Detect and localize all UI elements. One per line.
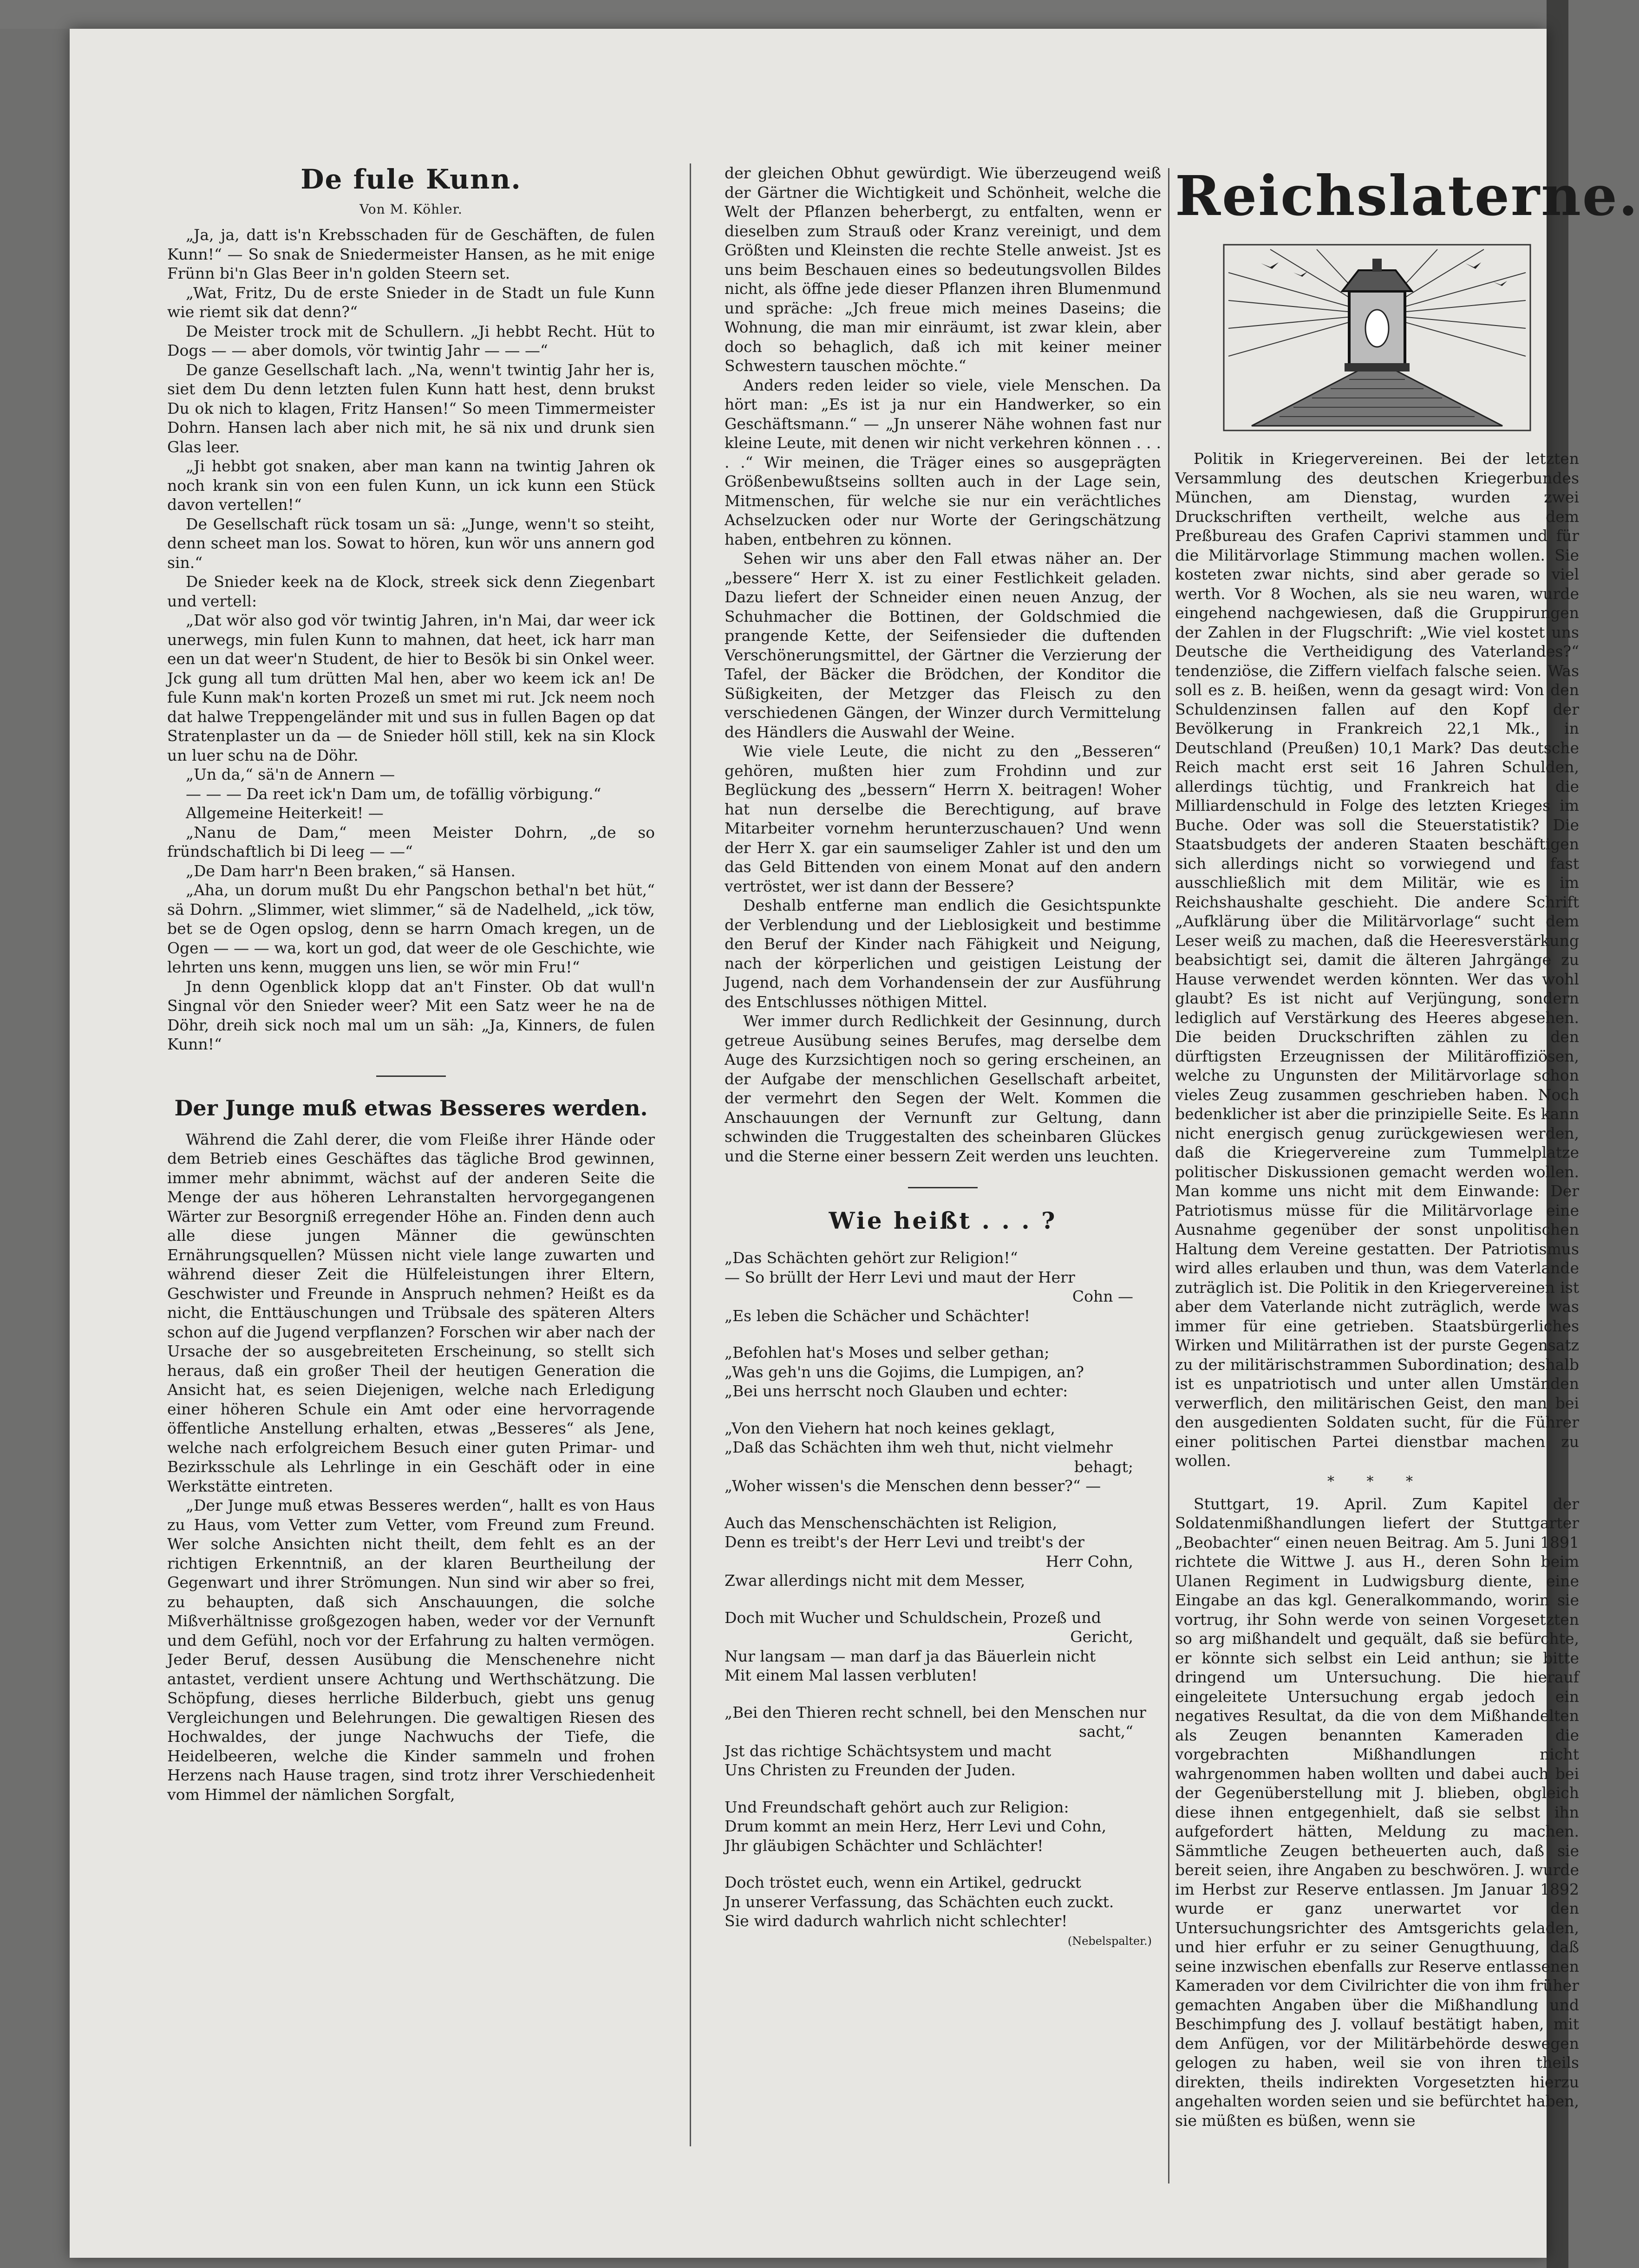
- poem-line: Cohn —: [1072, 1287, 1133, 1305]
- poem-line: — So brüllt der Herr Levi und maut der Herr: [725, 1268, 1075, 1286]
- poem-line: Jhr gläubigen Schächter und Schlächter!: [725, 1836, 1044, 1855]
- poem-line: Jst das richtige Schächtsystem und macht: [725, 1741, 1051, 1760]
- story-paragraph: — — — Da reet ick'n Dam um, de tofällig vörbigung.“: [186, 784, 601, 803]
- poem-line: „Von den Viehern hat noch keines geklagt,: [725, 1419, 1055, 1437]
- poem-line: „Befohlen hat's Moses und selber gethan;: [725, 1343, 1050, 1362]
- column-rule-right: [1168, 168, 1169, 2183]
- story-paragraph: „Aha, un dorum mußt Du ehr Pangschon bethal'n bet hüt,“ sä Dohrn. „Slimmer, wiet slimmer,“ sä de Nadelheld, „ick töw, bet se de Ogen opslog, denn se harrn Omach kregen, un de Ogen — — — wa, kort un god, dat weer de ole Geschichte, wie lehrten uns kenn, muggen uns lien, se wör min Fru!“: [167, 881, 655, 976]
- article-kriegervereine: Politik in Kriegervereinen. Bei der letzten Versammlung des deutschen Kriegerbundes München, am Dienstag, wurden zwei Druckschriften vertheilt, welche aus dem Preßbureau des Grafen Caprivi stammen und für die Militärvorlage Stimmung machen wollen. Sie kosteten zwar nichts, sind aber gerade so viel werth. Vor 8 Wochen, als sie neu waren, wurde eingehend nachgewiesen, daß die Gruppirungen der Zahlen in der Flugschrift: „Wie viel kostet uns Deutsche die Vertheidigung des Vaterlandes?“ tendenziöse, die Ziffern vielfach falsche seien. Was soll es z. B. heißen, wenn da gesagt wird: Von den Schuldenzinsen fallen auf den Kopf der Bevölkerung in Frankreich 22,1 Mk., in Deutschland (Preußen) 10,1 Mark? Das deutsche Reich macht erst seit 16 Jahren Schulden, allerdings tüchtig, und Frankreich hat die Milliardenschuld in Folge des letzten Krieges im Buche. Oder was soll die Steuerstatistik? Die Staatsbudgets der anderen Staaten beschäftigen sich allerdings nicht so vorwiegend und fast ausschließlich mit dem Militär, wie es im Reichshaushalte geschieht. Die andere Schrift „Aufklärung über die Militärvorlage“ sucht dem Leser weiß zu machen, daß die Heeresverstärkung beabsichtigt sei, damit die älteren Jahrgänge zu Hause verwendet werden könnten. Wer das wohl glaubt? Es ist nicht auf Verjüngung, sondern lediglich auf Verstärkung des Heeres abgesehen. Die beiden Druckschriften zählen zu den dürftigsten Erzeugnissen der Militäroffiziösen, welche zu Ungunsten der Militärvorlage schon vieles Zeug zusammen geschrieben haben. Noch bedenklicher ist aber die prinzipielle Seite. Es kann nicht energisch genug zurückgewiesen werden, daß die Kriegervereine zum Tummelplatze politischer Diskussionen gemacht werden wollen. Man komme uns nicht mit dem Einwande: Der Patriotismus müsse für die Militärvorlage eine Ausnahme gegenüber der sonst unpolitischen Haltung dem Vereine gestatten. Der Patriotismus wird alles erlauben und thun, was dem Vaterlande zuträglich ist. Die Politik in den Kriegervereinen ist aber dem Vaterlande nicht zuträglich, werde was immer für eine getrieben. Staatsbürgerliches Wirken und Militärrathen ist der purste Gegensatz zu der militärischstrammen Subordination; deshalb ist es unpatriotisch und unter allen Umständen verwerflich, den militärischen Geist, den man bei den ausgedienten Soldaten sucht, für die Führer einer politischen Partei dienstbar machen zu wollen.: [1175, 450, 1579, 1470]
- column-rule-left: [690, 163, 691, 2146]
- poem-line: Herr Cohn,: [1045, 1552, 1133, 1571]
- poem-line: Sie wird dadurch wahrlich nicht schlechter!: [725, 1912, 1068, 1930]
- story-paragraph: De Meister trock mit de Schullern. „Ji hebbt Recht. Hüt to Dogs — — aber domols, vör twintig Jahr — — —“: [167, 322, 655, 359]
- essay-paragraph: Während die Zahl derer, die vom Fleiße ihrer Hände oder dem Betrieb eines Geschäftes das tägliche Brod gewinnen, immer mehr abnimmt, wächst auf der anderen Seite die Menge der aus höheren Lehranstalten hervorgegangenen Wärter zur Besorgniß erregender Höhe an. Finden denn auch alle diese jungen Männer die gewünschten Ernährungsquellen? Müssen nicht viele lange zuwarten und während dieser Zeit die Hülfeleistungen ihrer Eltern, Geschwister und Freunde in Anspruch nehmen? Heißt es da nicht, die Enttäuschungen und Trübsale des späteren Alters schon auf die Jugend verpflanzen? Forschen wir aber nach der Ursache der so ausgebreiteten Erscheinung, so stellt sich heraus, daß ein großer Theil der heutigen Generation die Ansicht hat, es seien Diejenigen, welche nach Erledigung einer höheren Schule ein Amt oder eine hervorragende öffentliche Anstellung erhalten, etwas „Besseres“ als Jene, welche nach erfolgreichem Besuch einer guten Primar- und Bezirksschule als Lehrlinge in ein Geschäft oder in eine Werkstätte eintreten.: [167, 1130, 655, 1495]
- column-3: [1175, 163, 1639, 2130]
- poem-line: „Daß das Schächten ihm weh thut, nicht vielmehr: [725, 1438, 1113, 1456]
- newspaper-page: [70, 29, 1639, 2258]
- article-stuttgart: Stuttgart, 19. April. Zum Kapitel der Soldatenmißhandlungen liefert der Stuttgarter „Beobachter“ einen neuen Beitrag. Am 5. Juni 1891 richtete die Wittwe J. aus H., deren Sohn beim Ulanen Regiment in Ludwigsburg diente, eine Eingabe an das kgl. Generalkommando, worin sie vortrug, ihr Sohn werde von seinen Vorgesetzten so arg mißhandelt und gequält, daß sie befürchte, er könnte sich selbst ein Leid anthun; sie bitte dringend um Untersuchung. Die hierauf eingeleitete Untersuchung ergab jedoch ein negatives Resultat, da die von dem Mißhandelten als Zeugen benannten Kameraden die vorgebrachten Mißhandlungen nicht wahrgenommen haben wollten und dabei auch bei der Gegenüberstellung mit J. blieben, obgleich diese ihnen entgegenhielt, daß sie selbst ihn aufgefordert hätten, Meldung zu machen. Sämmtliche Zeugen betheuerten auch, daß sie bereit seien, ihre Angaben zu beschwören. J. wurde im Herbst zur Reserve entlassen. Jm Januar 1892 wurde er ganz unerwartet vor den Untersuchungsrichter des Amtsgerichts geladen, und hier erfuhr er zu seiner Genugthuung, daß seine inzwischen ebenfalls zur Reserve entlassenen Kameraden vor dem Civilrichter die von ihm früher gemachten Angaben über die Mißhandlung und Beschimpfung des J. vollauf bestätigt haben, mit dem Anfügen, vor der Militärbehörde deswegen gelogen zu haben, weil sie von ihren theils direkten, theils indirekten Vorgesetzten hierzu angehalten worden seien und sie befürchtet haben, sie müßten es büßen, wenn sie: [1175, 1494, 1579, 2130]
- story-paragraph: „Ji hebbt got snaken, aber man kann na twintig Jahren ok noch krank sin von een fulen Kunn, un ick kunn een Stück davon vertellen!“: [167, 457, 655, 514]
- poem-line: Doch tröstet euch, wenn ein Artikel, gedruckt: [725, 1873, 1082, 1891]
- poem-line: „Woher wissen's die Menschen denn besser?“ —: [725, 1477, 1101, 1495]
- story-body: [167, 225, 655, 1054]
- story-paragraph: De Gesellschaft rück tosam un sä: „Junge, wenn't so steiht, denn scheet man los. Sowat to hören, kun wör uns annern god sin.“: [167, 515, 655, 572]
- poem-line: Mit einem Mal lassen verbluten!: [725, 1666, 978, 1684]
- column-1: [167, 163, 655, 1804]
- reichslaterne-masthead: Reichslaterne.: [1175, 163, 1639, 228]
- poem-line: Denn es treibt's der Herr Levi und treibt's der: [725, 1533, 1084, 1551]
- scan-top-edge: [0, 0, 1568, 29]
- poem-line: „Was geh'n uns die Gojims, die Lumpigen, an?: [725, 1362, 1084, 1381]
- story-paragraph: „Nanu de Dam,“ meen Meister Dohrn, „de so fründschaftlich bi Di leeg — —“: [167, 823, 655, 860]
- poem-line: Nur langsam — man darf ja das Bäuerlein nicht: [725, 1647, 1096, 1665]
- column-2: [725, 163, 1161, 1948]
- poem-line: Zwar allerdings nicht mit dem Messer,: [725, 1571, 1025, 1590]
- essay-title: Der Junge muß etwas Besseres werden.: [174, 1095, 648, 1121]
- poem-line: sacht,“: [1079, 1722, 1133, 1740]
- poem-line: „Es leben die Schächer und Schächter!: [725, 1306, 1031, 1325]
- story-paragraph: Jn denn Ogenblick klopp dat an't Finster. Ob dat wull'n Singnal vör den Snieder weer? Mit een Satz weer he na de Döhr, dreih sick noch mal um un säh: „Ja, Kinners, de fulen Kunn!“: [167, 977, 655, 1053]
- essay-paragraph: Deshalb entferne man endlich die Gesichtspunkte der Verblendung und der Lieblosigkeit und bestimme den Beruf der Kinder nach Fähigkeit und Neigung, nach der körperlichen und geistigen Leistung der Jugend, nach dem Vorhandensein der zur Ausführung des Entschlusses nöthigen Mittel.: [725, 896, 1161, 1011]
- poem-line: behagt;: [1074, 1457, 1133, 1476]
- essay-paragraph: „Der Junge muß etwas Besseres werden“, hallt es von Haus zu Haus, vom Vetter zum Vetter, vom Freund zum Freund. Wer solche Ansichten nicht theilt, dem fehlt es an der richtigen Erkenntniß, an der klaren Beurtheilung der Gegenwart und ihrer Strömungen. Nun sind wir aber so frei, zu behaupten, daß sich Anschauungen, die solche Mißverhältnisse großgezogen haben, weder vor der Vernunft und dem Gefühl, noch vor der Erfahrung zu halten vermögen. Jeder Beruf, dessen Ausübung die Menschenehre nicht antastet, verdient unsere Achtung und Werthschätzung. Die Schöpfung, dieses herrliche Bilderbuch, giebt uns genug Vergleichungen und Belehrungen. Die gewaltigen Riesen des Hochwaldes, der junge Nachwuchs der Tiefe, die Heidelbeeren, welche die Kinder sammeln und frohen Herzens nach Hause tragen, sind trotz ihrer Verschiedenheit vom Himmel der nämlichen Sorgfalt,: [167, 1496, 655, 1804]
- poem-line: „Bei den Thieren recht schnell, bei den Menschen nur: [725, 1703, 1146, 1721]
- story-paragraph: De ganze Gesellschaft lach. „Na, wenn't twintig Jahr her is, siet dem Du denn letzten fulen Kunn hatt hest, denn brukst Du ok nich to klagen, Fritz Hansen!“ So meen Timmermeister Dohrn. Hansen lach aber nich mit, he sä nix und drunk sien Glas leer.: [167, 360, 655, 456]
- story-paragraph: „De Dam harr'n Been braken,“ sä Hansen.: [186, 861, 516, 880]
- story-paragraph: „Wat, Fritz, Du de erste Snieder in de Stadt un fule Kunn wie riemt sik dat denn?“: [167, 283, 655, 321]
- section-divider: [908, 1187, 978, 1188]
- poem-credit: (Nebelspalter.): [1067, 1934, 1152, 1948]
- poem-line: Drum kommt an mein Herz, Herr Levi und Cohn,: [725, 1817, 1107, 1835]
- poem-line: Und Freundschaft gehört auch zur Religion:: [725, 1798, 1069, 1816]
- poem-line: Doch mit Wucher und Schuldschein, Prozeß und: [725, 1608, 1101, 1627]
- section-stars: * * *: [1327, 1473, 1427, 1490]
- story-paragraph: „Dat wör also god vör twintig Jahren, in'n Mai, dar weer ick unerwegs, min fulen Kunn to mahnen, dat heet, ick harr man een un dat weer'n Student, de hier to Besök bi sin Onkel weer. Jck gung all tum drütten Mal hen, aber wo keem ick an! De fule Kunn mak'n korten Prozeß un smet mi rut. Jck neem noch dat halwe Treppengeländer mit und sus in fullen Bagen op dat Stratenplaster un da — de Snieder höll still, kek na sin Klock un luer schu na de Döhr.: [167, 611, 655, 764]
- story-author: Von M. Köhler.: [359, 202, 463, 217]
- poem-line: „Bei uns herrscht noch Glauben und echter:: [725, 1382, 1068, 1400]
- poem-line: „Das Schächten gehört zur Religion!“: [725, 1249, 1018, 1267]
- story-paragraph: Allgemeine Heiterkeit! —: [186, 804, 384, 822]
- story-paragraph: „Un da,“ sä'n de Annern —: [186, 765, 395, 783]
- poem-line: Uns Christen zu Freunden der Juden.: [725, 1761, 1016, 1779]
- story-paragraph: De Snieder keek na de Klock, streek sick denn Ziegenbart und vertell:: [167, 573, 655, 610]
- essay-paragraph: der gleichen Obhut gewürdigt. Wie überzeugend weiß der Gärtner die Wichtigkeit und Schönheit, welche die Welt der Pflanzen beherbergt, zu entfalten, wenn er dieselben zum Strauß oder Kranz vereinigt, und dem Größten und Kleinsten die rechte Stelle anweist. Jst es uns beim Beschauen eines so bedeutungsvollen Bildes nicht, als öffne jede dieser Pflanzen ihren Blumenmund und spräche: „Jch freue mich meines Daseins; die Wohnung, die man mir einräumt, ist zwar klein, aber doch so behaglich, daß ich mit keiner meiner Schwestern tauschen möchte.“: [725, 164, 1161, 375]
- poem: [725, 1248, 1161, 1931]
- lantern-illustration-icon: [1224, 245, 1530, 430]
- essay-paragraph: Sehen wir uns aber den Fall etwas näher an. Der „bessere“ Herr X. ist zu einer Festlichkeit geladen. Dazu liefert der Schneider einen neuen Anzug, der Schuhmacher die Bottinen, der Goldschmied die prangende Kette, der Seifensieder die duftenden Verschönerungsmittel, der Gärtner die Verzierung der Tafel, der Bäcker die Brödchen, der Konditor die Süßigkeiten, der Metzger das Fleisch zu den verschiedenen Gängen, der Winzer durch Vermittelung des Händlers die Auswahl der Weine.: [725, 549, 1161, 741]
- poem-line: Jn unserer Verfassung, das Schächten euch zuckt.: [725, 1892, 1114, 1911]
- story-paragraph: „Ja, ja, datt is'n Krebsschaden für de Geschäften, de fulen Kunn!“ — So snak de Sniedermeister Hansen, as he mit enige Frünn bi'n Glas Beer in'n golden Steern set.: [167, 226, 655, 282]
- essay-paragraph: Wie viele Leute, die nicht zu den „Besseren“ gehören, mußten hier zum Frohdinn und zur Beglückung des „bessern“ Herrn X. beitragen! Woher hat nun derselbe die Berechtigung, auf brave Mitarbeiter vornehm herunterzuschauen? Und wenn der Herr X. gar ein saumseliger Zahler ist und den um das Geld Bittenden von einem Monat auf den andern vertröstet, wer ist dann der Bessere?: [725, 742, 1161, 895]
- section-divider: [376, 1075, 446, 1077]
- essay-paragraph: Wer immer durch Redlichkeit der Gesinnung, durch getreue Ausübung seines Berufes, mag derselbe dem Auge des Kurzsichtigen noch so gering erscheinen, an der Aufgabe der menschlichen Gesellschaft arbeitet, der vermehrt den Segen der Welt. Kommen die Anschauungen der Vernunft zur Geltung, dann schwinden die Truggestalten des scheinbaren Glückes und die Sterne einer bessern Zeit werden uns leuchten.: [725, 1012, 1161, 1165]
- essay-paragraph: Anders reden leider so viele, viele Menschen. Da hört man: „Es ist ja nur ein Handwerker, so ein Geschäftsmann.“ — „Jn unserer Nähe wohnen fast nur kleine Leute, mit denen wir nicht verkehren können . . . . .“ Wir meinen, die Träger eines so ausgeprägten Größenbewußtseins sollten auch in der Lage sein, Mitmenschen, für welche sie nur ein verächtliches Achselzucken oder nur Worte der Geringschätzung haben, entbehren zu können.: [725, 376, 1161, 548]
- poem-title: Wie heißt . . . ?: [829, 1207, 1057, 1234]
- story-title: De fule Kunn.: [300, 163, 522, 195]
- poem-line: Auch das Menschenschächten ist Religion,: [725, 1513, 1058, 1532]
- poem-line: Gericht,: [1070, 1628, 1133, 1646]
